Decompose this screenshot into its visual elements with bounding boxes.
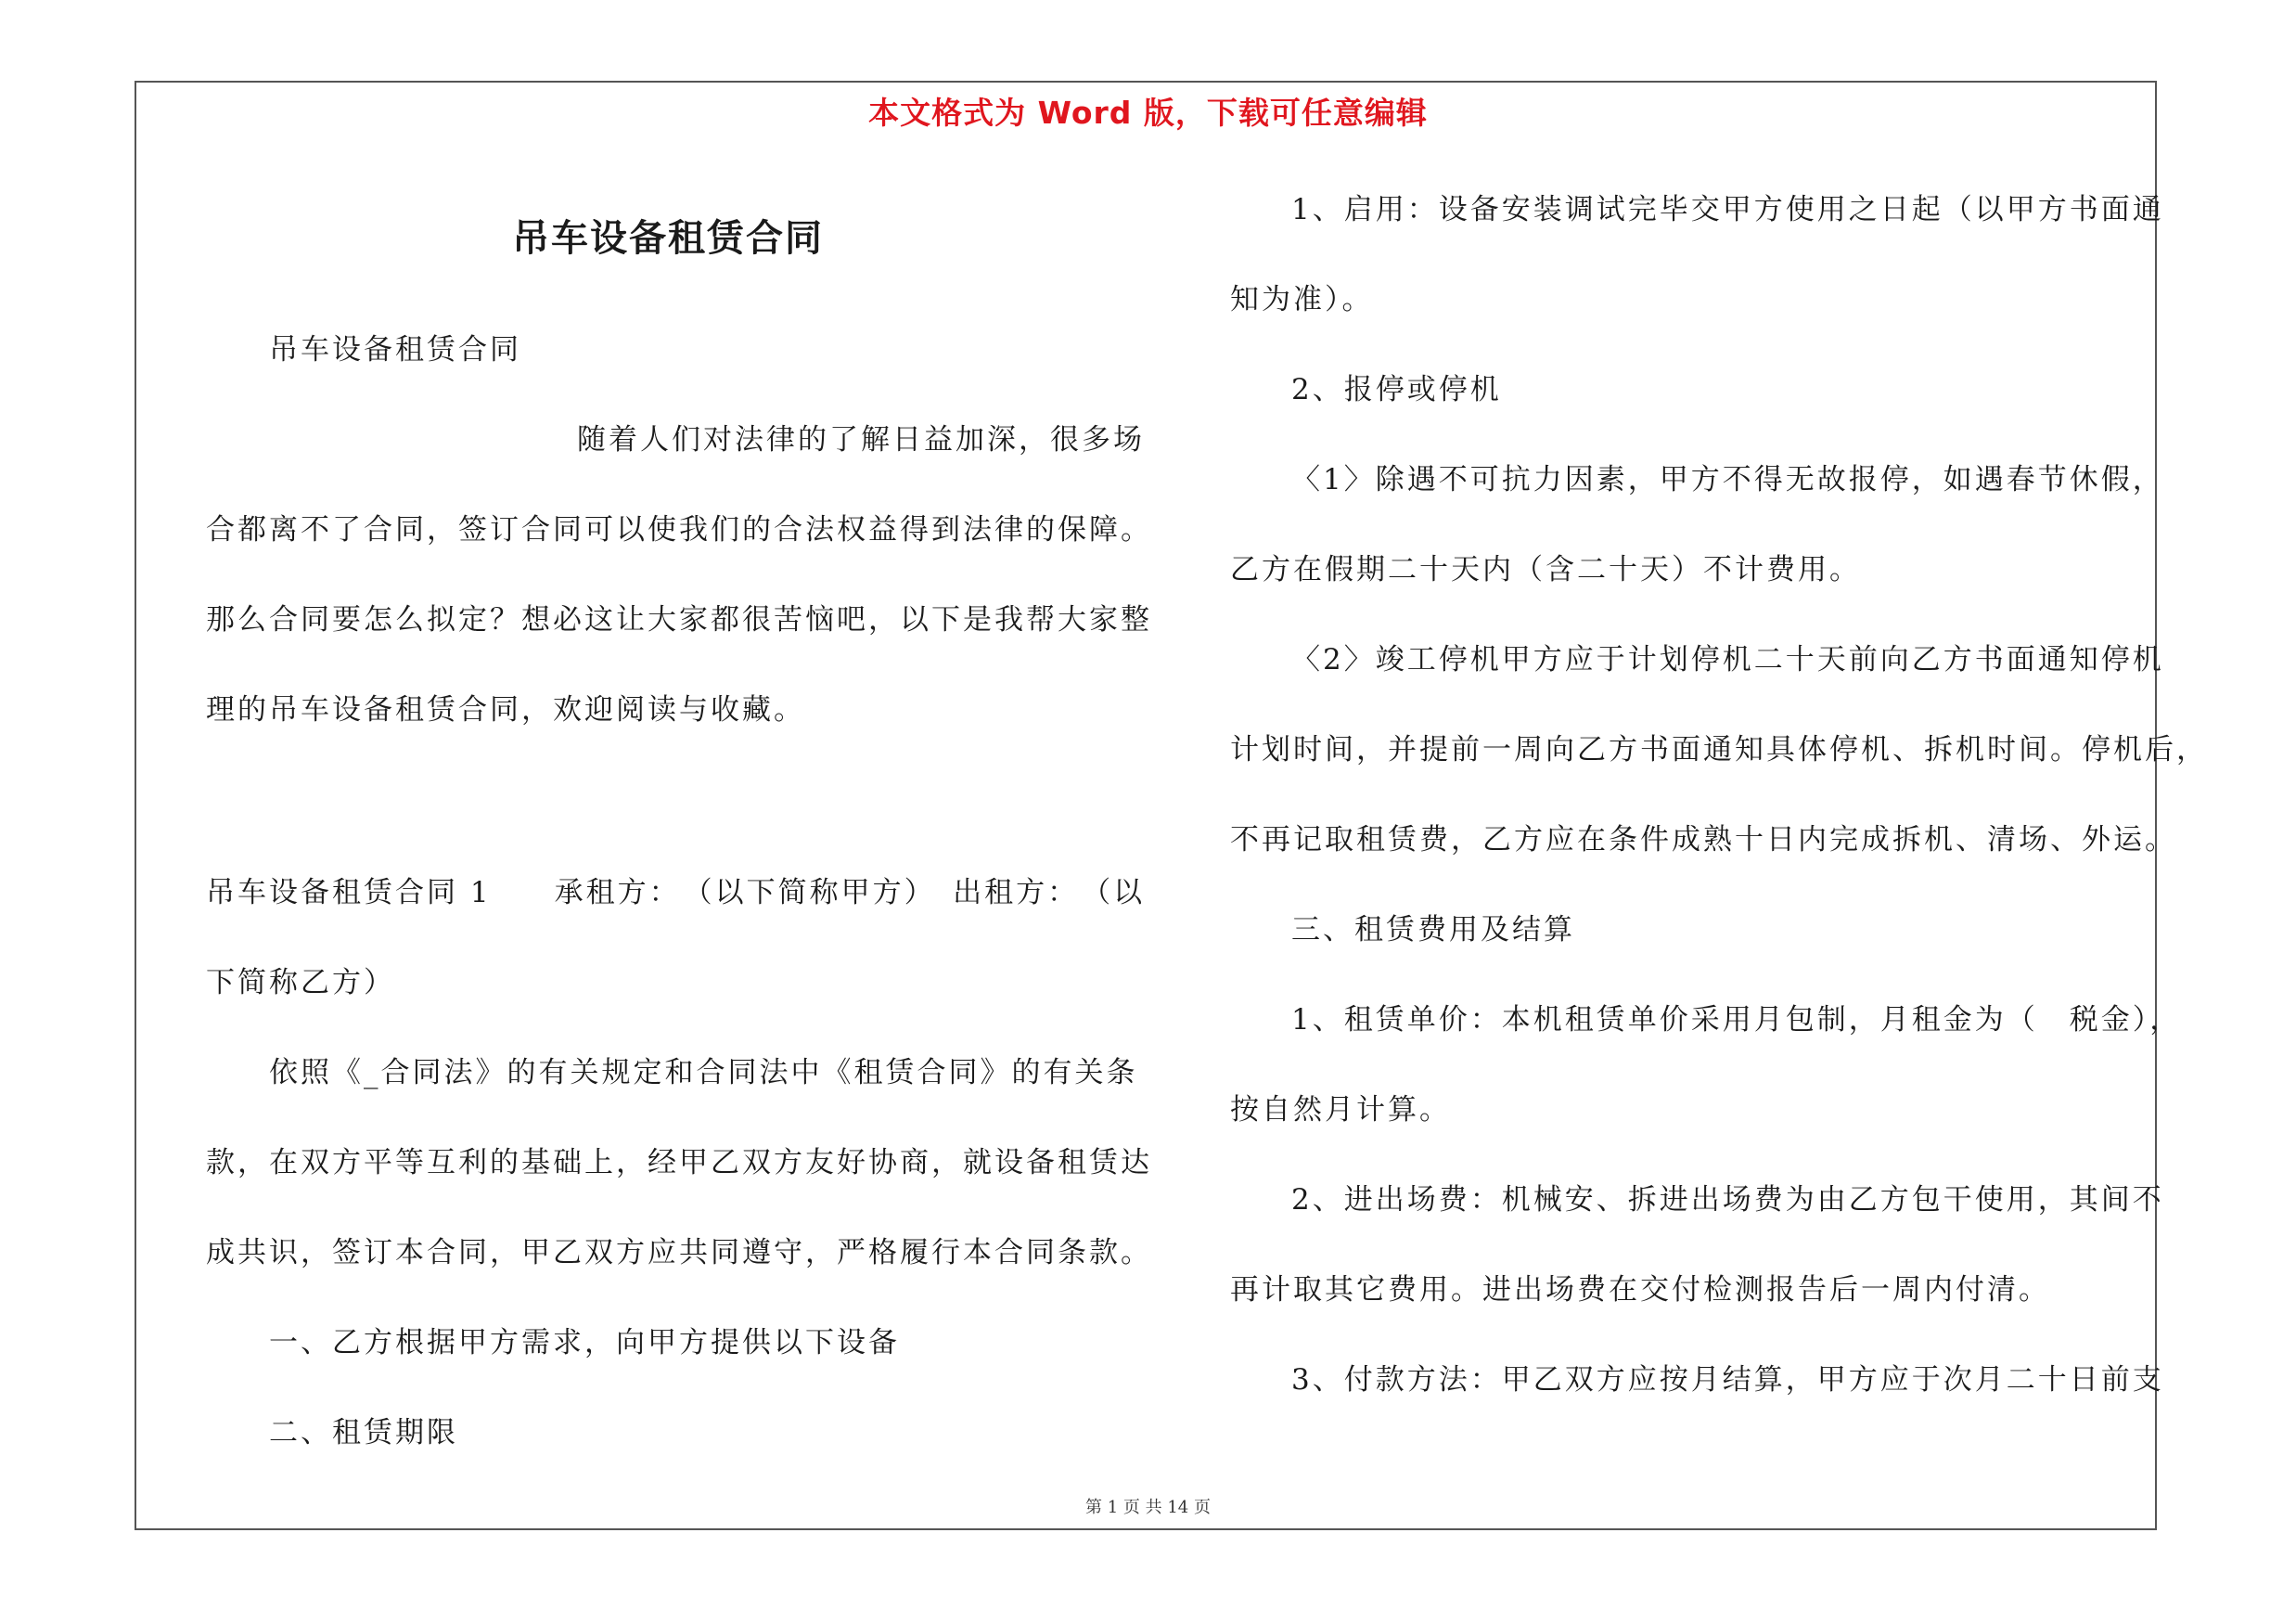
body-line: 2、报停或停机 [1291, 373, 1502, 406]
section-heading: 一、乙方根据甲方需求，向甲方提供以下设备 [269, 1326, 900, 1359]
body-line: 〈1〉除遇不可抗力因素，甲方不得无故报停，如遇春节休假， [1291, 463, 2164, 496]
section-heading: 二、租赁期限 [269, 1416, 458, 1449]
body-line: 吊车设备租赁合同 [269, 333, 521, 367]
body-line: 再计取其它费用。进出场费在交付检测报告后一周内付清。 [1230, 1273, 2050, 1307]
body-line: 那么合同要怎么拟定？想必这让大家都很苦恼吧，以下是我帮大家整 [206, 603, 1152, 637]
editable-banner: 本文格式为 Word 版，下载可任意编辑 [868, 95, 1428, 131]
body-line: 乙方在假期二十天内（含二十天）不计费用。 [1230, 553, 1861, 586]
page-frame [135, 81, 2157, 1530]
body-line: 知为准）。 [1230, 283, 1374, 316]
body-line: 不再记取租赁费，乙方应在条件成熟十日内完成拆机、清场、外运。 [1230, 823, 2176, 857]
body-line: 〈2〉竣工停机甲方应于计划停机二十天前向乙方书面通知停机 [1291, 643, 2164, 676]
body-line: 3、付款方法：甲乙双方应按月结算，甲方应于次月二十日前支 [1291, 1363, 2164, 1397]
body-line: 随着人们对法律的了解日益加深，很多场 [577, 423, 1145, 457]
body-line: 成共识，签订本合同，甲乙双方应共同遵守，严格履行本合同条款。 [206, 1236, 1152, 1269]
body-line: 按自然月计算。 [1230, 1093, 1451, 1127]
body-line: 下简称乙方） [206, 966, 395, 999]
body-line: 吊车设备租赁合同 1 承租方： （以下简称甲方） 出租方： （以 [206, 876, 1146, 909]
body-line: 2、进出场费：机械安、拆进出场费为由乙方包干使用，其间不 [1291, 1183, 2164, 1217]
section-heading: 三、租赁费用及结算 [1291, 913, 1575, 947]
body-line: 依照《_合同法》的有关规定和合同法中《租赁合同》的有关条 [269, 1056, 1138, 1089]
body-line: 理的吊车设备租赁合同，欢迎阅读与收藏。 [206, 693, 805, 727]
body-line: 合都离不了合同，签订合同可以使我们的合法权益得到法律的保障。 [206, 513, 1152, 547]
body-line: 计划时间，并提前一周向乙方书面通知具体停机、拆机时间。停机后， [1230, 733, 2208, 766]
page-number-footer: 第 1 页 共 14 页 [1085, 1498, 1211, 1517]
body-line: 款，在双方平等互利的基础上，经甲乙双方友好协商，就设备租赁达 [206, 1146, 1152, 1179]
body-line: 1、启用：设备安装调试完毕交甲方使用之日起（以甲方书面通 [1291, 193, 2164, 226]
document-title: 吊车设备租赁合同 [512, 217, 824, 260]
body-line: 1、租赁单价：本机租赁单价采用月包制，月租金为（ 税金）， [1291, 1003, 2182, 1037]
